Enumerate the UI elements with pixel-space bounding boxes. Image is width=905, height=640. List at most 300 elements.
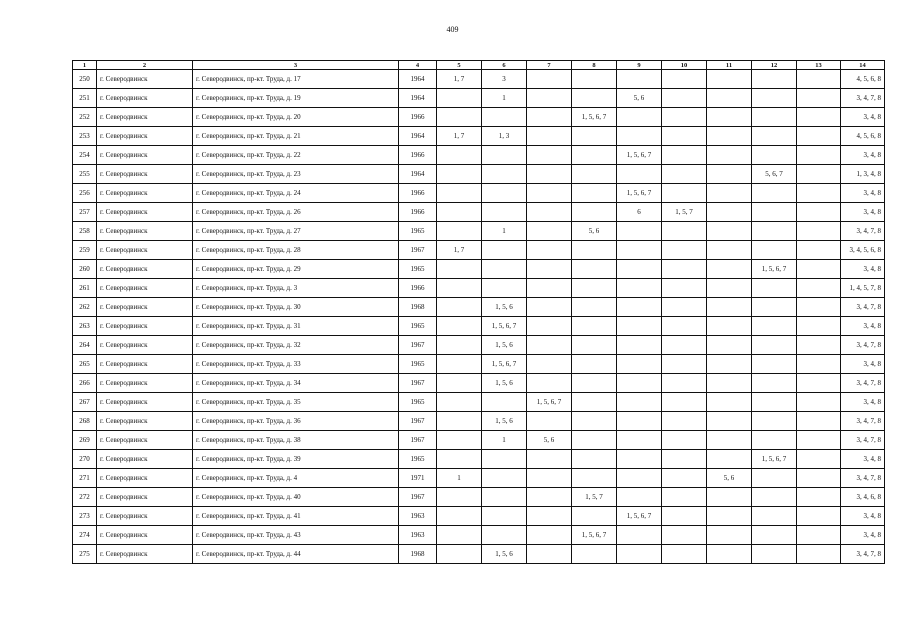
table-cell-col-8 xyxy=(572,355,617,374)
table-cell-col-7 xyxy=(527,450,572,469)
table-cell-col-1: 264 xyxy=(73,336,97,355)
table-cell-col-9 xyxy=(617,450,662,469)
table-cell-col-7 xyxy=(527,469,572,488)
table-cell-col-9 xyxy=(617,165,662,184)
table-cell-col-2: г. Северодвинск xyxy=(97,450,193,469)
table-cell-col-4: 1964 xyxy=(399,70,437,89)
table-cell-col-8 xyxy=(572,393,617,412)
page-number: 409 xyxy=(446,25,459,34)
table-cell-col-4: 1967 xyxy=(399,412,437,431)
table-cell-col-10 xyxy=(662,450,707,469)
table-cell-col-13 xyxy=(797,127,841,146)
table-cell-col-2: г. Северодвинск xyxy=(97,545,193,564)
table-cell-col-9 xyxy=(617,469,662,488)
table-cell-col-6 xyxy=(482,184,527,203)
table-cell-col-7 xyxy=(527,355,572,374)
table-cell-col-8 xyxy=(572,412,617,431)
column-header-1: 1 xyxy=(73,61,97,70)
table-cell-col-7 xyxy=(527,336,572,355)
table-cell-col-1: 269 xyxy=(73,431,97,450)
table-cell-col-4: 1968 xyxy=(399,298,437,317)
table-cell-col-9 xyxy=(617,222,662,241)
table-cell-col-13 xyxy=(797,89,841,108)
table-cell-col-14: 3, 4, 8 xyxy=(841,526,885,545)
table-cell-col-6 xyxy=(482,507,527,526)
table-cell-col-9 xyxy=(617,431,662,450)
table-cell-col-7: 5, 6 xyxy=(527,431,572,450)
table-cell-col-5: 1 xyxy=(437,469,482,488)
table-cell-col-13 xyxy=(797,184,841,203)
table-cell-col-9 xyxy=(617,70,662,89)
table-cell-col-13 xyxy=(797,488,841,507)
table-cell-col-2: г. Северодвинск xyxy=(97,374,193,393)
header-row xyxy=(73,61,885,70)
table-cell-col-14: 4, 5, 6, 8 xyxy=(841,70,885,89)
table-cell-col-13 xyxy=(797,298,841,317)
table-cell-col-3: г. Северодвинск, пр-кт. Труда, д. 39 xyxy=(193,450,399,469)
table-cell-col-1: 263 xyxy=(73,317,97,336)
column-header-10: 10 xyxy=(662,61,707,70)
table-cell-col-4: 1967 xyxy=(399,336,437,355)
column-header-7: 7 xyxy=(527,61,572,70)
table-cell-col-10 xyxy=(662,336,707,355)
table-cell-col-3: г. Северодвинск, пр-кт. Труда, д. 20 xyxy=(193,108,399,127)
table-cell-col-3: г. Северодвинск, пр-кт. Труда, д. 22 xyxy=(193,146,399,165)
table-cell-col-1: 266 xyxy=(73,374,97,393)
table-cell-col-7 xyxy=(527,374,572,393)
table-row xyxy=(73,507,885,526)
table-cell-col-13 xyxy=(797,108,841,127)
table-cell-col-13 xyxy=(797,374,841,393)
table-cell-col-6: 1, 3 xyxy=(482,127,527,146)
table-cell-col-8 xyxy=(572,241,617,260)
table-cell-col-7 xyxy=(527,184,572,203)
table-cell-col-14: 3, 4, 5, 6, 8 xyxy=(841,241,885,260)
table-cell-col-2: г. Северодвинск xyxy=(97,89,193,108)
table-cell-col-8: 5, 6 xyxy=(572,222,617,241)
table-cell-col-6: 1, 5, 6, 7 xyxy=(482,317,527,336)
table-cell-col-12 xyxy=(752,469,797,488)
table-cell-col-10 xyxy=(662,355,707,374)
table-cell-col-8 xyxy=(572,431,617,450)
table-cell-col-5: 1, 7 xyxy=(437,127,482,146)
table-cell-col-5 xyxy=(437,165,482,184)
table-cell-col-13 xyxy=(797,355,841,374)
table-cell-col-6: 1, 5, 6 xyxy=(482,545,527,564)
table-cell-col-8 xyxy=(572,89,617,108)
table-cell-col-1: 259 xyxy=(73,241,97,260)
table-cell-col-2: г. Северодвинск xyxy=(97,507,193,526)
table-cell-col-2: г. Северодвинск xyxy=(97,431,193,450)
table-cell-col-13 xyxy=(797,526,841,545)
table-cell-col-4: 1963 xyxy=(399,507,437,526)
table-cell-col-12 xyxy=(752,70,797,89)
table-cell-col-12 xyxy=(752,526,797,545)
table-cell-col-2: г. Северодвинск xyxy=(97,108,193,127)
table-row xyxy=(73,222,885,241)
table-cell-col-6: 1, 5, 6 xyxy=(482,336,527,355)
table-cell-col-9 xyxy=(617,374,662,393)
table-cell-col-3: г. Северодвинск, пр-кт. Труда, д. 43 xyxy=(193,526,399,545)
table-cell-col-10: 1, 5, 7 xyxy=(662,203,707,222)
table-cell-col-11: 5, 6 xyxy=(707,469,752,488)
table-cell-col-6 xyxy=(482,108,527,127)
table-cell-col-10 xyxy=(662,260,707,279)
table-cell-col-12 xyxy=(752,507,797,526)
table-cell-col-2: г. Северодвинск xyxy=(97,260,193,279)
table-cell-col-5 xyxy=(437,355,482,374)
table-cell-col-5 xyxy=(437,393,482,412)
table-cell-col-10 xyxy=(662,507,707,526)
table-cell-col-8 xyxy=(572,70,617,89)
table-cell-col-11 xyxy=(707,526,752,545)
table-cell-col-4: 1965 xyxy=(399,222,437,241)
column-header-6: 6 xyxy=(482,61,527,70)
table-cell-col-1: 265 xyxy=(73,355,97,374)
table-cell-col-10 xyxy=(662,393,707,412)
table-cell-col-6 xyxy=(482,279,527,298)
table-cell-col-9: 1, 5, 6, 7 xyxy=(617,507,662,526)
table-cell-col-10 xyxy=(662,412,707,431)
column-header-2: 2 xyxy=(97,61,193,70)
table-cell-col-12 xyxy=(752,184,797,203)
table-cell-col-10 xyxy=(662,488,707,507)
table-cell-col-6 xyxy=(482,146,527,165)
table-cell-col-11 xyxy=(707,146,752,165)
table-cell-col-2: г. Северодвинск xyxy=(97,203,193,222)
table-cell-col-4: 1967 xyxy=(399,374,437,393)
column-header-4: 4 xyxy=(399,61,437,70)
table-row xyxy=(73,431,885,450)
table-cell-col-14: 3, 4, 6, 8 xyxy=(841,488,885,507)
table-cell-col-11 xyxy=(707,298,752,317)
table-cell-col-9 xyxy=(617,412,662,431)
table-cell-col-14: 3, 4, 7, 8 xyxy=(841,222,885,241)
table-row xyxy=(73,336,885,355)
table-cell-col-13 xyxy=(797,146,841,165)
column-header-3: 3 xyxy=(193,61,399,70)
table-cell-col-13 xyxy=(797,507,841,526)
table-cell-col-1: 261 xyxy=(73,279,97,298)
table-cell-col-5 xyxy=(437,374,482,393)
table-cell-col-12 xyxy=(752,431,797,450)
table-cell-col-4: 1963 xyxy=(399,526,437,545)
table-cell-col-1: 274 xyxy=(73,526,97,545)
table-cell-col-6: 1, 5, 6, 7 xyxy=(482,355,527,374)
table-cell-col-7 xyxy=(527,241,572,260)
table-row xyxy=(73,165,885,184)
table-cell-col-7 xyxy=(527,317,572,336)
table-cell-col-12 xyxy=(752,241,797,260)
table-cell-col-12 xyxy=(752,127,797,146)
table-cell-col-5 xyxy=(437,184,482,203)
table-cell-col-2: г. Северодвинск xyxy=(97,488,193,507)
table-cell-col-12 xyxy=(752,336,797,355)
table-cell-col-1: 260 xyxy=(73,260,97,279)
table-cell-col-14: 3, 4, 8 xyxy=(841,507,885,526)
table-cell-col-11 xyxy=(707,108,752,127)
table-cell-col-4: 1966 xyxy=(399,203,437,222)
table-cell-col-14: 3, 4, 8 xyxy=(841,260,885,279)
table-row xyxy=(73,317,885,336)
table-cell-col-6 xyxy=(482,393,527,412)
table-cell-col-11 xyxy=(707,374,752,393)
table-cell-col-12 xyxy=(752,412,797,431)
column-header-5: 5 xyxy=(437,61,482,70)
table-cell-col-3: г. Северодвинск, пр-кт. Труда, д. 31 xyxy=(193,317,399,336)
table-cell-col-5 xyxy=(437,545,482,564)
table-cell-col-13 xyxy=(797,336,841,355)
table-cell-col-4: 1966 xyxy=(399,146,437,165)
table-cell-col-8 xyxy=(572,507,617,526)
table-cell-col-10 xyxy=(662,108,707,127)
table-cell-col-11 xyxy=(707,393,752,412)
table-cell-col-6: 1 xyxy=(482,222,527,241)
table-row xyxy=(73,393,885,412)
table-cell-col-3: г. Северодвинск, пр-кт. Труда, д. 33 xyxy=(193,355,399,374)
table-cell-col-8: 1, 5, 6, 7 xyxy=(572,108,617,127)
table-cell-col-7: 1, 5, 6, 7 xyxy=(527,393,572,412)
table-cell-col-1: 251 xyxy=(73,89,97,108)
table-row xyxy=(73,526,885,545)
table-cell-col-3: г. Северодвинск, пр-кт. Труда, д. 3 xyxy=(193,279,399,298)
table-cell-col-4: 1965 xyxy=(399,450,437,469)
table-cell-col-3: г. Северодвинск, пр-кт. Труда, д. 27 xyxy=(193,222,399,241)
table-cell-col-11 xyxy=(707,450,752,469)
table-cell-col-8 xyxy=(572,336,617,355)
table-cell-col-10 xyxy=(662,317,707,336)
table-cell-col-1: 256 xyxy=(73,184,97,203)
table-cell-col-9 xyxy=(617,241,662,260)
table-cell-col-11 xyxy=(707,222,752,241)
table-cell-col-11 xyxy=(707,165,752,184)
table-cell-col-8 xyxy=(572,146,617,165)
registry-table xyxy=(72,60,885,564)
table-cell-col-7 xyxy=(527,298,572,317)
table-cell-col-12 xyxy=(752,298,797,317)
column-header-14: 14 xyxy=(841,61,885,70)
table-cell-col-12 xyxy=(752,355,797,374)
table-cell-col-4: 1965 xyxy=(399,317,437,336)
table-cell-col-14: 3, 4, 7, 8 xyxy=(841,412,885,431)
table-cell-col-4: 1966 xyxy=(399,108,437,127)
table-cell-col-10 xyxy=(662,469,707,488)
table-cell-col-6 xyxy=(482,450,527,469)
table-cell-col-11 xyxy=(707,355,752,374)
table-cell-col-12 xyxy=(752,146,797,165)
table-cell-col-10 xyxy=(662,431,707,450)
table-cell-col-9: 1, 5, 6, 7 xyxy=(617,146,662,165)
table-cell-col-5 xyxy=(437,222,482,241)
table-row xyxy=(73,298,885,317)
table-cell-col-6: 1, 5, 6 xyxy=(482,374,527,393)
table-cell-col-7 xyxy=(527,89,572,108)
table-cell-col-1: 267 xyxy=(73,393,97,412)
table-cell-col-10 xyxy=(662,526,707,545)
table-cell-col-14: 3, 4, 8 xyxy=(841,146,885,165)
table-cell-col-9 xyxy=(617,279,662,298)
table-cell-col-7 xyxy=(527,488,572,507)
table-cell-col-8: 1, 5, 7 xyxy=(572,488,617,507)
table-cell-col-14: 1, 4, 5, 7, 8 xyxy=(841,279,885,298)
table-cell-col-5 xyxy=(437,146,482,165)
table-row xyxy=(73,545,885,564)
table-cell-col-10 xyxy=(662,146,707,165)
table-row xyxy=(73,374,885,393)
column-header-12: 12 xyxy=(752,61,797,70)
table-cell-col-10 xyxy=(662,298,707,317)
table-cell-col-10 xyxy=(662,70,707,89)
table-cell-col-6: 1 xyxy=(482,89,527,108)
table-cell-col-1: 252 xyxy=(73,108,97,127)
table-cell-col-2: г. Северодвинск xyxy=(97,165,193,184)
table-cell-col-11 xyxy=(707,317,752,336)
table-cell-col-3: г. Северодвинск, пр-кт. Труда, д. 34 xyxy=(193,374,399,393)
table-cell-col-10 xyxy=(662,222,707,241)
table-cell-col-10 xyxy=(662,89,707,108)
table-cell-col-7 xyxy=(527,108,572,127)
table-cell-col-3: г. Северодвинск, пр-кт. Труда, д. 17 xyxy=(193,70,399,89)
table-cell-col-12 xyxy=(752,222,797,241)
table-cell-col-14: 3, 4, 8 xyxy=(841,203,885,222)
table-cell-col-5 xyxy=(437,412,482,431)
column-header-11: 11 xyxy=(707,61,752,70)
table-cell-col-7 xyxy=(527,146,572,165)
table-cell-col-14: 4, 5, 6, 8 xyxy=(841,127,885,146)
table-cell-col-14: 3, 4, 7, 8 xyxy=(841,374,885,393)
table-cell-col-1: 272 xyxy=(73,488,97,507)
table-cell-col-12 xyxy=(752,203,797,222)
table-cell-col-8 xyxy=(572,279,617,298)
table-cell-col-6: 3 xyxy=(482,70,527,89)
table-cell-col-13 xyxy=(797,260,841,279)
table-cell-col-5: 1, 7 xyxy=(437,70,482,89)
table-cell-col-3: г. Северодвинск, пр-кт. Труда, д. 32 xyxy=(193,336,399,355)
table-cell-col-14: 3, 4, 8 xyxy=(841,450,885,469)
table-cell-col-3: г. Северодвинск, пр-кт. Труда, д. 36 xyxy=(193,412,399,431)
table-cell-col-14: 3, 4, 7, 8 xyxy=(841,431,885,450)
table-cell-col-12 xyxy=(752,488,797,507)
table-cell-col-9 xyxy=(617,298,662,317)
table-cell-col-13 xyxy=(797,279,841,298)
table-cell-col-2: г. Северодвинск xyxy=(97,469,193,488)
table-cell-col-14: 3, 4, 8 xyxy=(841,355,885,374)
table-cell-col-4: 1968 xyxy=(399,545,437,564)
table-row xyxy=(73,241,885,260)
table-cell-col-2: г. Северодвинск xyxy=(97,355,193,374)
table-cell-col-6 xyxy=(482,165,527,184)
table-cell-col-8 xyxy=(572,260,617,279)
table-cell-col-7 xyxy=(527,526,572,545)
table-cell-col-7 xyxy=(527,507,572,526)
table-cell-col-8 xyxy=(572,298,617,317)
table-cell-col-4: 1965 xyxy=(399,355,437,374)
table-cell-col-13 xyxy=(797,545,841,564)
table-row xyxy=(73,89,885,108)
table-cell-col-2: г. Северодвинск xyxy=(97,127,193,146)
table-cell-col-9: 1, 5, 6, 7 xyxy=(617,184,662,203)
table-cell-col-4: 1965 xyxy=(399,393,437,412)
table-cell-col-8 xyxy=(572,127,617,146)
table-cell-col-5 xyxy=(437,279,482,298)
table-cell-col-10 xyxy=(662,374,707,393)
table-cell-col-14: 3, 4, 7, 8 xyxy=(841,298,885,317)
table-cell-col-2: г. Северодвинск xyxy=(97,412,193,431)
table-cell-col-10 xyxy=(662,279,707,298)
table-cell-col-12 xyxy=(752,108,797,127)
table-row xyxy=(73,469,885,488)
column-header-8: 8 xyxy=(572,61,617,70)
table-cell-col-7 xyxy=(527,222,572,241)
table-cell-col-14: 3, 4, 7, 8 xyxy=(841,89,885,108)
table-cell-col-6 xyxy=(482,260,527,279)
table-cell-col-4: 1967 xyxy=(399,431,437,450)
table-cell-col-9 xyxy=(617,355,662,374)
table-cell-col-7 xyxy=(527,545,572,564)
table-cell-col-1: 270 xyxy=(73,450,97,469)
table-cell-col-6: 1 xyxy=(482,431,527,450)
table-cell-col-12: 1, 5, 6, 7 xyxy=(752,450,797,469)
table-cell-col-14: 3, 4, 8 xyxy=(841,108,885,127)
table-cell-col-2: г. Северодвинск xyxy=(97,526,193,545)
table-cell-col-3: г. Северодвинск, пр-кт. Труда, д. 41 xyxy=(193,507,399,526)
table-cell-col-3: г. Северодвинск, пр-кт. Труда, д. 21 xyxy=(193,127,399,146)
table-cell-col-5 xyxy=(437,431,482,450)
table-cell-col-5 xyxy=(437,89,482,108)
table-cell-col-1: 258 xyxy=(73,222,97,241)
table-cell-col-8 xyxy=(572,184,617,203)
table-cell-col-13 xyxy=(797,412,841,431)
table-row xyxy=(73,184,885,203)
table-cell-col-5 xyxy=(437,526,482,545)
table-cell-col-5 xyxy=(437,336,482,355)
table-cell-col-13 xyxy=(797,431,841,450)
table-cell-col-5: 1, 7 xyxy=(437,241,482,260)
table-row xyxy=(73,203,885,222)
table-cell-col-2: г. Северодвинск xyxy=(97,222,193,241)
table-cell-col-13 xyxy=(797,469,841,488)
table-cell-col-3: г. Северодвинск, пр-кт. Труда, д. 29 xyxy=(193,260,399,279)
table-cell-col-3: г. Северодвинск, пр-кт. Труда, д. 24 xyxy=(193,184,399,203)
table-cell-col-11 xyxy=(707,184,752,203)
table-cell-col-11 xyxy=(707,545,752,564)
table-cell-col-3: г. Северодвинск, пр-кт. Труда, д. 38 xyxy=(193,431,399,450)
table-cell-col-7 xyxy=(527,279,572,298)
table-cell-col-13 xyxy=(797,165,841,184)
table-cell-col-10 xyxy=(662,545,707,564)
table-cell-col-6 xyxy=(482,469,527,488)
table-cell-col-5 xyxy=(437,450,482,469)
table-cell-col-4: 1966 xyxy=(399,184,437,203)
table-cell-col-9 xyxy=(617,545,662,564)
table-cell-col-12 xyxy=(752,374,797,393)
table-cell-col-14: 3, 4, 8 xyxy=(841,184,885,203)
column-header-9: 9 xyxy=(617,61,662,70)
table-cell-col-9: 6 xyxy=(617,203,662,222)
table-cell-col-7 xyxy=(527,203,572,222)
table-cell-col-6 xyxy=(482,241,527,260)
table-cell-col-9: 5, 6 xyxy=(617,89,662,108)
table-cell-col-1: 253 xyxy=(73,127,97,146)
table-cell-col-9 xyxy=(617,127,662,146)
table-cell-col-8 xyxy=(572,374,617,393)
table-cell-col-11 xyxy=(707,89,752,108)
table-header xyxy=(73,61,885,70)
table-cell-col-14: 3, 4, 8 xyxy=(841,393,885,412)
table-cell-col-11 xyxy=(707,507,752,526)
table-cell-col-8 xyxy=(572,317,617,336)
table-cell-col-4: 1971 xyxy=(399,469,437,488)
